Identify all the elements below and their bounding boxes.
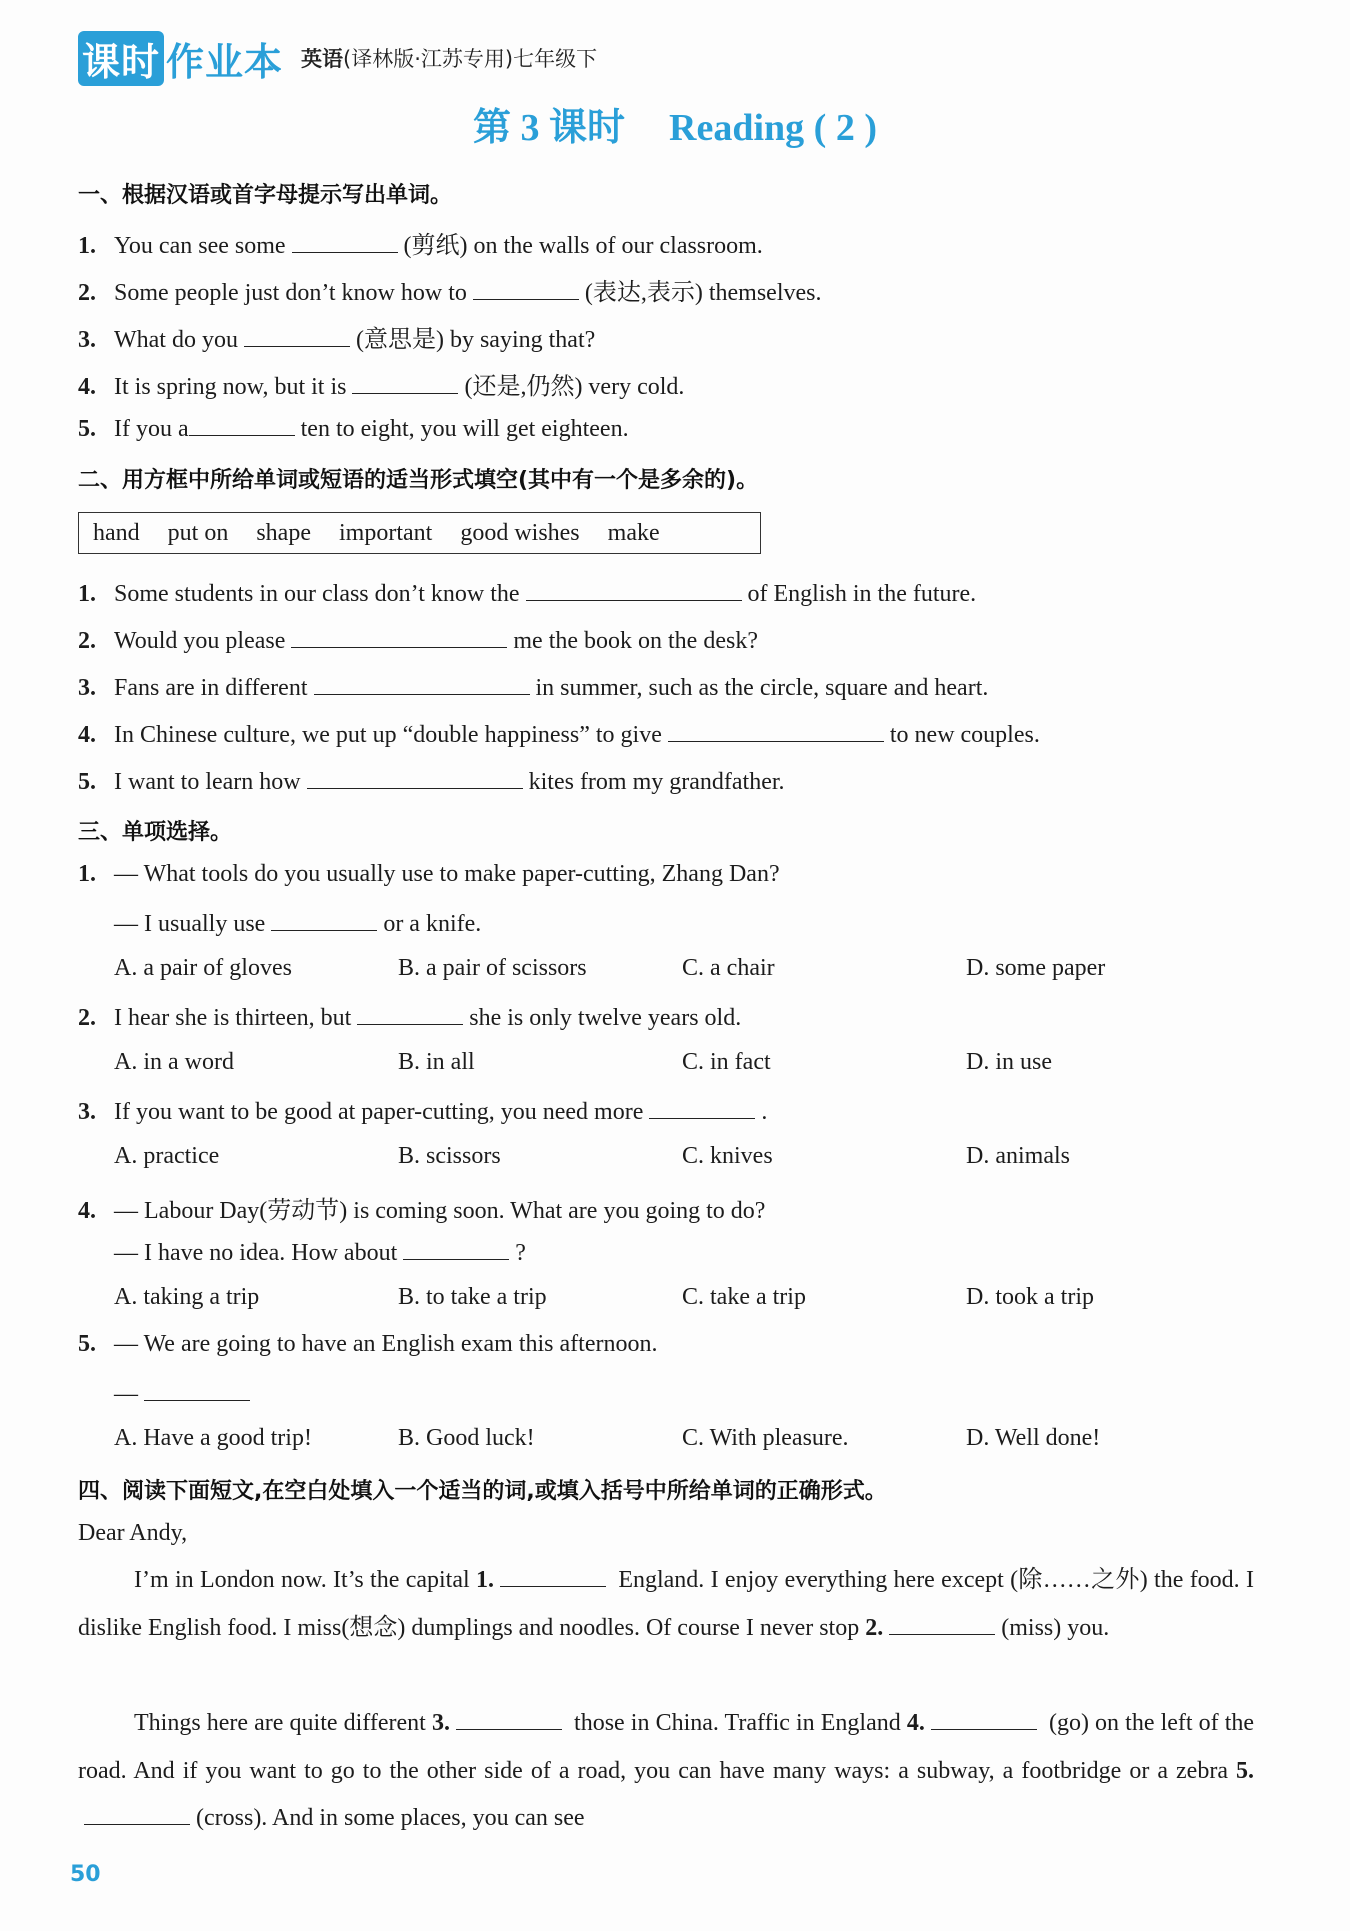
sec1-item-3: 3. What do you (意思是) by saying that? [78,319,595,354]
cloze-blank-1[interactable] [500,1564,606,1587]
word-option: make [607,519,660,546]
choice-d[interactable]: D. took a trip [966,1284,1094,1310]
answer-blank[interactable] [352,371,458,394]
answer-blank[interactable] [271,908,377,931]
sec3-question-5-reply: — [114,1378,256,1408]
sec3-question-3: 3. If you want to be good at paper-cutting, you need more . [78,1096,767,1126]
answer-blank[interactable] [649,1096,755,1119]
lesson-title [0,96,1350,151]
subject-label: 英语(译林版·江苏专用)七年级下 [301,47,598,71]
answer-blank[interactable] [314,672,530,695]
choice-c[interactable]: C. With pleasure. [682,1425,849,1451]
brand-header [78,36,598,84]
section-3-heading: 三、单项选择。 [78,820,233,845]
sec2-item-4: 4. In Chinese culture, we put up “double happiness” to give to new couples. [78,719,1040,749]
choice-a[interactable]: A. practice [114,1143,220,1169]
sec2-item-5: 5. I want to learn how kites from my grandfather. [78,766,785,796]
answer-blank[interactable] [473,277,579,300]
letter-greeting: Dear Andy, [78,1520,188,1546]
word-option: good wishes [460,519,580,546]
lesson-number: 第 3 课时 [473,107,626,149]
answer-blank[interactable] [244,324,350,347]
choice-c[interactable]: C. take a trip [682,1284,806,1310]
cloze-blank-2[interactable] [889,1612,995,1635]
cloze-blank-3[interactable] [456,1707,562,1730]
answer-blank[interactable] [357,1002,463,1025]
letter-paragraph-1: I’m in London now. It’s the capital 1. England. I enjoy everything here except (除……之外) the food. I dislike English food. I miss(想念) dumplings and noodles. Of course I never stop 2. (miss) you. [78,1557,1254,1652]
choice-b[interactable]: B. a pair of scissors [398,955,587,981]
section-1-heading: 一、根据汉语或首字母提示写出单词。 [78,183,453,208]
sec1-item-4: 4. It is spring now, but it is (还是,仍然) very cold. [78,366,684,401]
sec3-question-1-reply: — I usually use or a knife. [114,908,481,938]
choice-a[interactable]: A. taking a trip [114,1284,260,1310]
choice-b[interactable]: B. Good luck! [398,1425,535,1451]
choice-a[interactable]: A. a pair of gloves [114,955,292,981]
choice-d[interactable]: D. some paper [966,955,1106,981]
page-number: 50 [70,1862,101,1887]
word-option: hand [93,519,140,546]
sec2-item-1: 1. Some students in our class don’t know the of English in the future. [78,578,976,608]
brand-logo: 课时 作业本 [78,31,283,86]
sec1-item-1: 1. You can see some (剪纸) on the walls of our classroom. [78,225,763,260]
letter-paragraph-2: Things here are quite different 3. those in China. Traffic in England 4. (go) on the left of the road. And if you want to go to the other side of a road, you can have many ways: a subway, a footbridge or a zebra 5.(cross). And in some places, you can see [78,1700,1254,1843]
choice-a[interactable]: A. Have a good trip! [114,1425,312,1451]
choice-c[interactable]: C. a chair [682,955,775,981]
lesson-topic: Reading ( 2 ) [669,107,877,149]
answer-blank[interactable] [291,625,507,648]
word-box [78,512,761,554]
sec3-question-1: 1. — What tools do you usually use to make paper-cutting, Zhang Dan? [78,861,780,887]
sec3-question-5: 5. — We are going to have an English exam this afternoon. [78,1331,658,1357]
sec3-question-2: 2. I hear she is thirteen, but she is only twelve years old. [78,1002,741,1032]
sec2-item-2: 2. Would you please me the book on the desk? [78,625,758,655]
word-option: shape [256,519,311,546]
answer-blank[interactable] [526,578,742,601]
sec3-question-4-reply: — I have no idea. How about ? [114,1237,526,1267]
word-option: important [338,519,433,546]
section-2-heading: 二、用方框中所给单词或短语的适当形式填空(其中有一个是多余的)。 [78,468,759,493]
choice-b[interactable]: B. to take a trip [398,1284,547,1310]
choice-c[interactable]: C. knives [682,1143,773,1169]
answer-blank[interactable] [403,1237,509,1260]
choice-c[interactable]: C. in fact [682,1049,771,1075]
word-option: put on [167,519,229,546]
cloze-blank-5[interactable] [84,1802,190,1825]
choice-b[interactable]: B. in all [398,1049,475,1075]
choice-a[interactable]: A. in a word [114,1049,234,1075]
sec2-item-3: 3. Fans are in different in summer, such as the circle, square and heart. [78,672,988,702]
answer-blank[interactable] [144,1378,250,1401]
answer-blank[interactable] [189,413,295,436]
choice-b[interactable]: B. scissors [398,1143,501,1169]
answer-blank[interactable] [292,230,398,253]
choice-d[interactable]: D. in use [966,1049,1052,1075]
sec1-item-5: 5. If you a ten to eight, you will get eighteen. [78,413,629,443]
sec1-item-2: 2. Some people just don’t know how to (表达,表示) themselves. [78,272,822,307]
answer-blank[interactable] [307,766,523,789]
choice-d[interactable]: D. Well done! [966,1425,1101,1451]
sec3-question-4: 4. — Labour Day(劳动节) is coming soon. What are you going to do? [78,1198,766,1224]
section-4-heading: 四、阅读下面短文,在空白处填入一个适当的词,或填入括号中所给单词的正确形式。 [78,1479,887,1504]
answer-blank[interactable] [668,719,884,742]
choice-d[interactable]: D. animals [966,1143,1070,1169]
cloze-blank-4[interactable] [931,1707,1037,1730]
